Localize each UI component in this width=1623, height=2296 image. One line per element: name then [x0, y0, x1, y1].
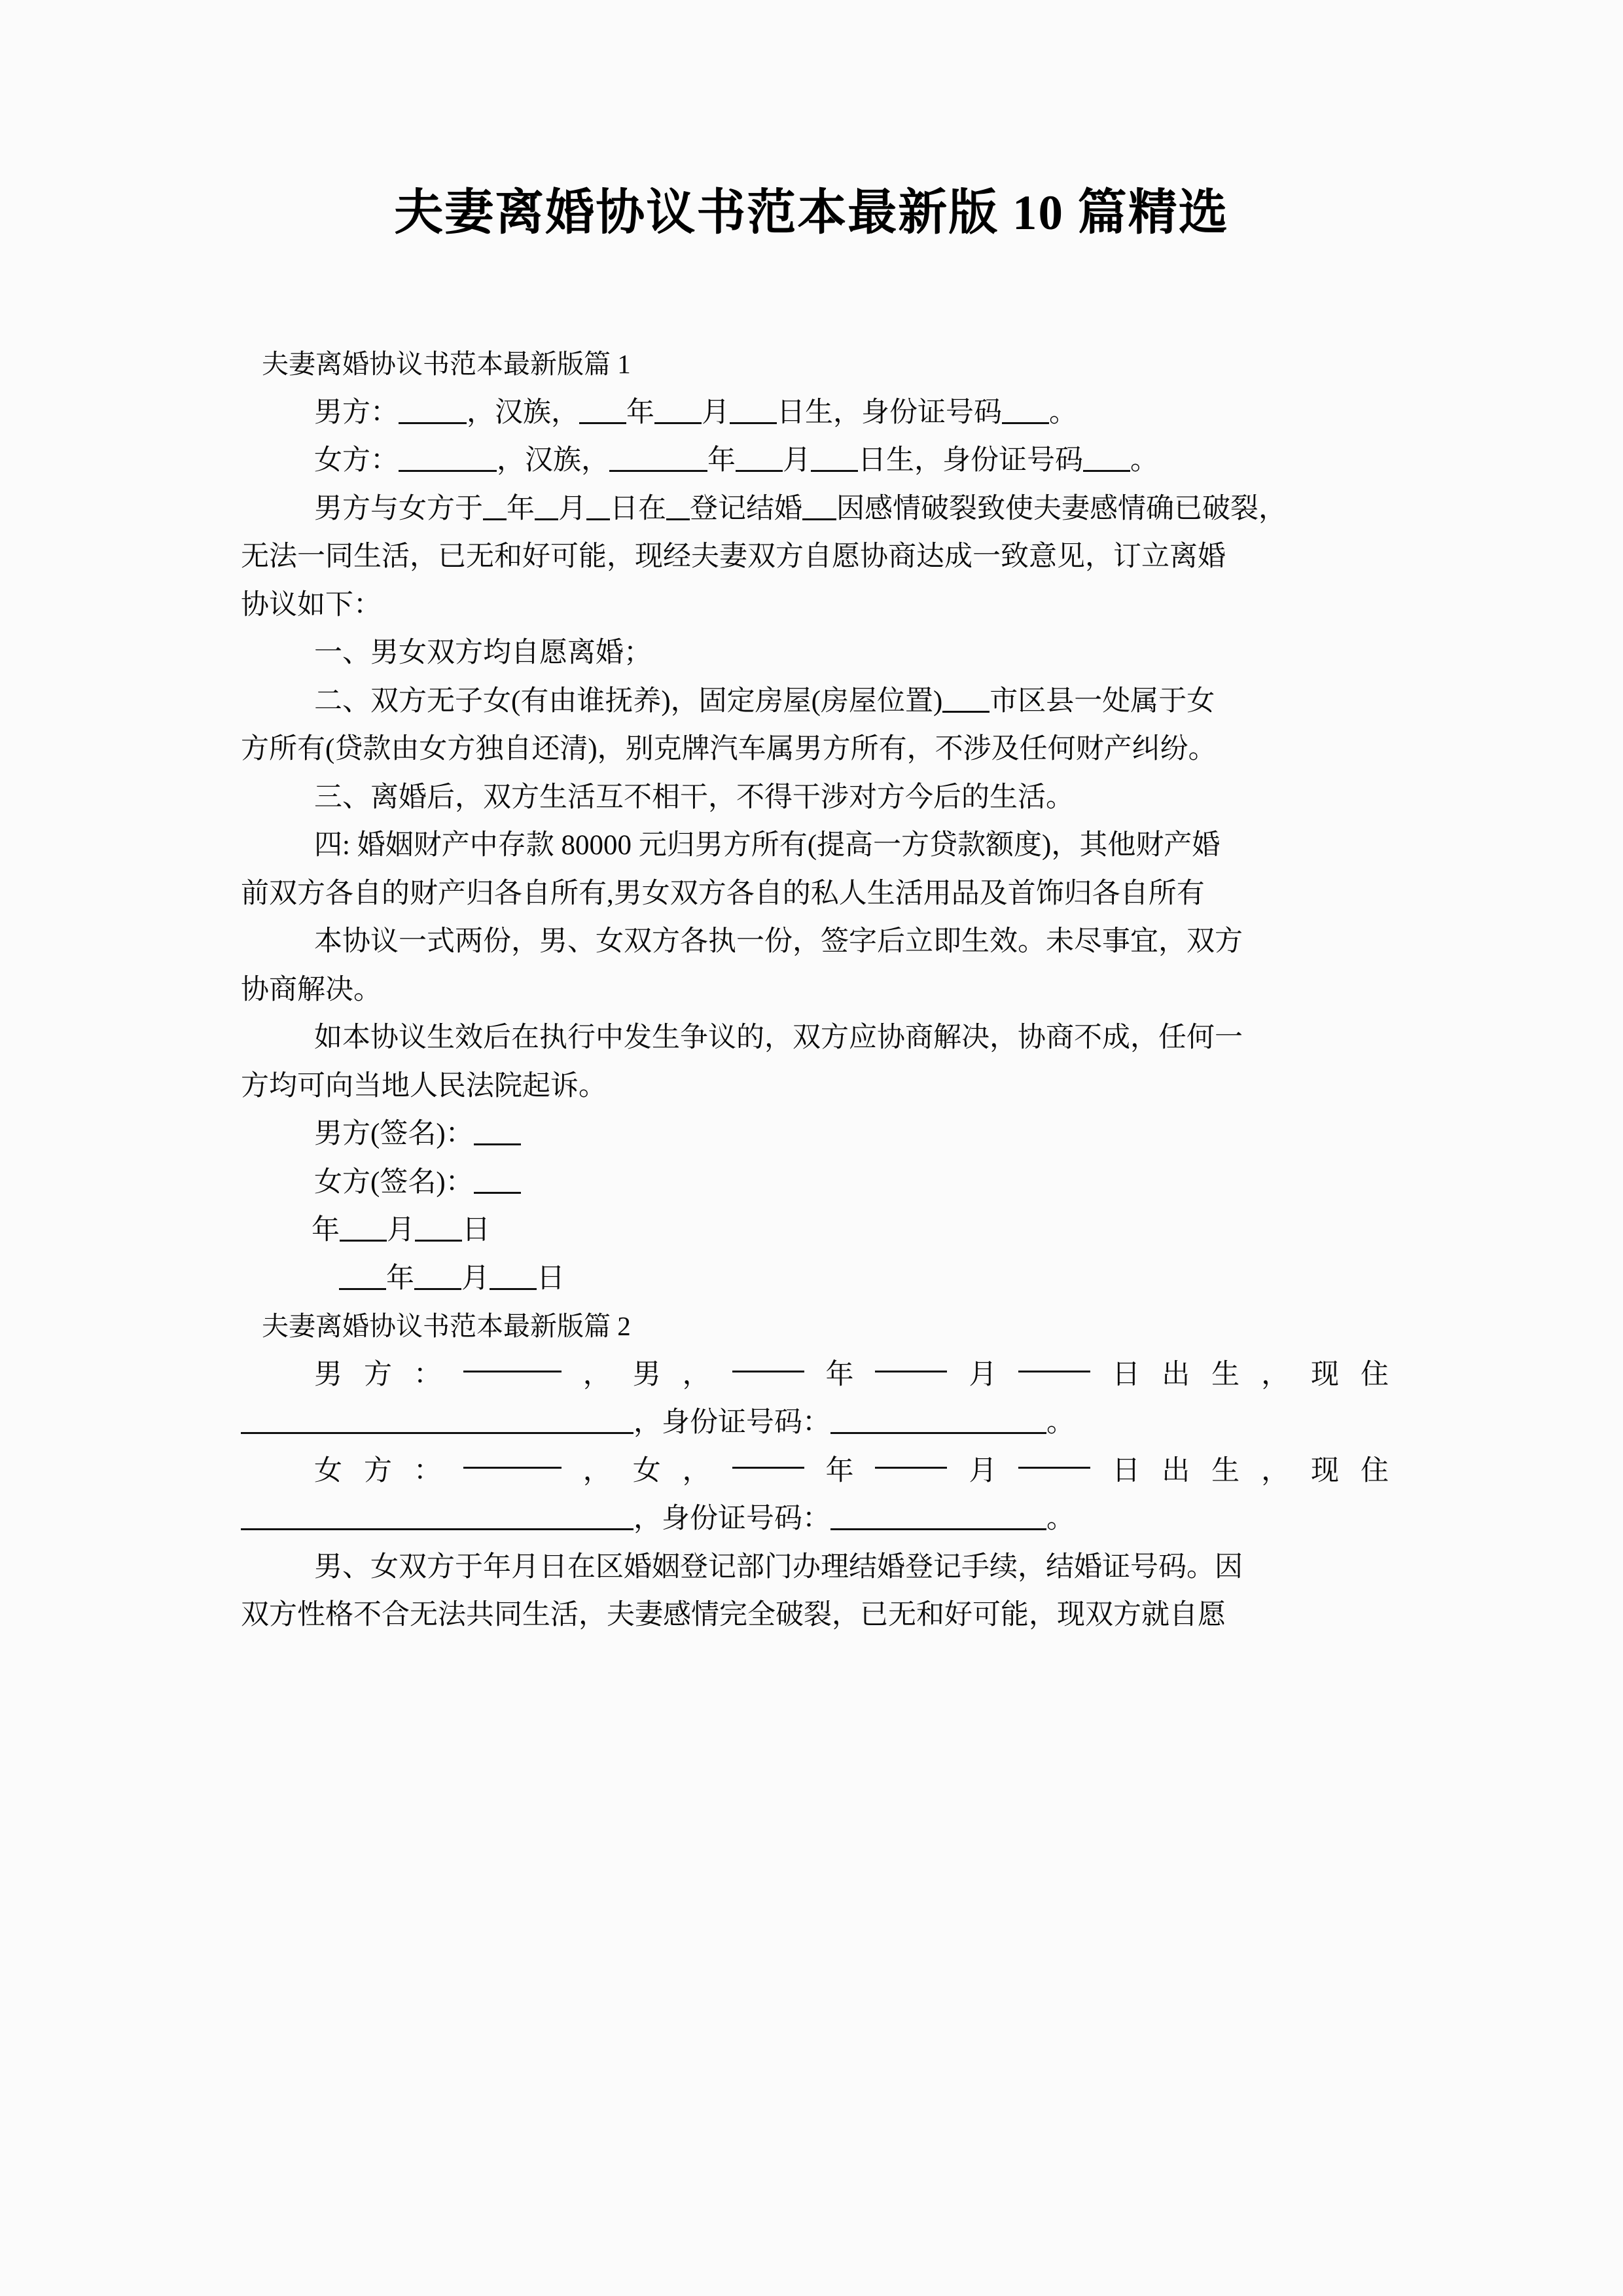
s2-female-char-6: 年 [825, 1455, 854, 1486]
male-end: 。 [1049, 397, 1077, 428]
section-1-item-3: 三、离婚后，双方生活互不相干，不得干涉对方今后的生活。 [314, 781, 1074, 813]
section-2-male-id-line [241, 1399, 1393, 1447]
s2-male-char-5: ， [682, 1359, 711, 1390]
document-body [241, 340, 1393, 1640]
s2-female-char-11: ， [1261, 1455, 1290, 1486]
male-id-blank [1002, 403, 1049, 424]
s2-male-char-11: ， [1261, 1359, 1290, 1390]
s2-female-char-3: ， [582, 1455, 611, 1486]
s2-male-char-8: 日 [1112, 1359, 1141, 1390]
marriage-place-blank [666, 499, 690, 520]
marriage-year: 年 [507, 493, 535, 524]
date1-month: 月 [387, 1215, 415, 1246]
section-1-marriage-line-1 [241, 485, 1393, 533]
s2-female-char-5: ， [682, 1455, 711, 1486]
s2-male-char-13: 住 [1360, 1359, 1389, 1390]
male-year: 年 [626, 397, 654, 428]
s2-male-id-blank [830, 1412, 1046, 1434]
section-1-marriage-line-2: 无法一同生活，已无和好可能，现经夫妻双方自愿协商达成一致意见，订立离婚 [241, 541, 1226, 572]
s2-male-char-2: ： [413, 1359, 442, 1390]
date2-month-blank [490, 1268, 537, 1290]
s2-male-day-blank [1018, 1351, 1090, 1372]
section-1-item-4-line-1: 四: 婚姻财产中存款 80000 元归男方所有(提高一方贷款额度)，其他财产婚 [314, 830, 1221, 861]
s2-female-char-2: ： [413, 1455, 442, 1486]
date2-month: 月 [461, 1263, 490, 1294]
s2-male-month-blank [875, 1351, 947, 1372]
female-day-blank [811, 450, 858, 472]
section-1-dispute-line-1: 如本协议生效后在执行中发生争议的，双方应协商解决，协商不成，任何一 [314, 1022, 1243, 1053]
male-month: 月 [702, 397, 730, 428]
section-1-heading: 夫妻离婚协议书范本最新版篇 1 [262, 349, 631, 379]
female-id-blank [1083, 450, 1130, 472]
s2-male-char-3: ， [582, 1359, 611, 1390]
male-signature-label: 男方(签名)： [314, 1119, 474, 1149]
date1-month-blank [415, 1220, 462, 1242]
date1-year: 年 [312, 1215, 340, 1246]
s2-male-year-blank [732, 1351, 804, 1372]
s2-female-id-blank [830, 1509, 1046, 1530]
s2-male-id-end: 。 [1046, 1407, 1075, 1438]
marriage-extra-blank [802, 499, 836, 520]
female-end: 。 [1130, 445, 1158, 476]
date1-day: 日 [462, 1215, 490, 1246]
date2-pre-blank [339, 1268, 386, 1290]
section-1-male-signature-line [241, 1110, 1393, 1158]
marriage-month-blank [535, 499, 558, 520]
section-2-female-id-line [241, 1495, 1393, 1543]
section-2-male-party-line [241, 1351, 1393, 1399]
s2-female-year-blank [732, 1447, 804, 1469]
marriage-text-f: 因感情破裂致使夫妻感情确已破裂， [836, 493, 1287, 524]
page-title: 夫妻离婚协议书范本最新版 10 篇精选 [394, 186, 1229, 240]
section-1-date-line-1 [241, 1206, 1393, 1255]
s2-female-day-blank [1018, 1447, 1090, 1469]
female-year: 年 [707, 445, 736, 476]
s2-female-id-label: ，身份证号码： [633, 1503, 830, 1534]
section-1-item-2-line-2: 方所有(贷款由女方独自还清)，别克牌汽车属男方所有，不涉及任何财产纠纷。 [241, 734, 1217, 764]
marriage-day-blank [586, 499, 610, 520]
s2-female-char-8: 日 [1112, 1455, 1141, 1486]
female-year-blank [609, 450, 707, 472]
s2-male-char-12: 现 [1311, 1359, 1339, 1390]
marriage-register: 登记结婚 [690, 493, 802, 524]
date2-day: 日 [537, 1263, 565, 1294]
section-1-female-party-line [241, 437, 1393, 485]
marriage-text-a: 男方与女方于 [314, 493, 483, 524]
section-1-marriage-line-3: 协议如下： [241, 589, 382, 620]
item2-text-a: 二、双方无子女(有由谁抚养)，固定房屋(房屋位置) [314, 685, 943, 717]
s2-male-char-7: 月 [969, 1359, 997, 1390]
date2-year: 年 [386, 1263, 414, 1294]
item2-text-b: 市区县一处属于女 [990, 685, 1215, 717]
s2-female-month-blank [875, 1447, 947, 1469]
female-signature-label: 女方(签名)： [314, 1166, 474, 1198]
female-month: 月 [783, 445, 811, 476]
male-name-blank [399, 403, 467, 424]
female-signature-blank [474, 1172, 521, 1194]
male-month-blank [654, 403, 702, 424]
s2-male-char-0: 男 [314, 1359, 342, 1390]
s2-female-name-blank [463, 1447, 562, 1469]
male-rest-a: ，汉族， [467, 397, 579, 428]
section-2-female-party-line [241, 1447, 1393, 1496]
date2-year-blank [414, 1268, 461, 1290]
section-1-item-4-line-2: 前双方各自的财产归各自所有,男女双方各自的私人生活用品及首饰归各自所有 [241, 878, 1205, 909]
s2-male-name-blank [463, 1351, 562, 1372]
s2-male-char-1: 方 [363, 1359, 392, 1390]
s2-female-char-13: 住 [1360, 1455, 1389, 1486]
section-1-copies-line-2: 协商解决。 [241, 974, 382, 1005]
marriage-day: 日在 [610, 493, 666, 524]
male-day-blank [730, 403, 777, 424]
section-1-dispute-line-2: 方均可向当地人民法院起诉。 [241, 1070, 607, 1102]
female-label: 女方： [314, 445, 399, 476]
s2-female-id-end: 。 [1046, 1503, 1075, 1534]
s2-male-id-label: ，身份证号码： [633, 1407, 830, 1438]
s2-male-char-10: 生 [1211, 1359, 1240, 1390]
male-signature-blank [474, 1124, 521, 1145]
section-1-item-1: 一、男女双方均自愿离婚； [314, 637, 652, 668]
date1-year-blank [340, 1220, 387, 1242]
female-rest-a: ，汉族， [497, 445, 609, 476]
male-day: 日生，身份证号码 [777, 397, 1002, 428]
section-2-heading: 夫妻离婚协议书范本最新版篇 2 [262, 1311, 631, 1341]
s2-female-char-12: 现 [1311, 1455, 1339, 1486]
male-year-blank [579, 403, 626, 424]
female-name-blank [399, 450, 497, 472]
s2-female-char-4: 女 [632, 1455, 661, 1486]
s2-female-char-10: 生 [1211, 1455, 1240, 1486]
s2-female-char-7: 月 [969, 1455, 997, 1486]
section-1-copies-line-1: 本协议一式两份，男、女双方各执一份，签字后立即生效。未尽事宜，双方 [314, 926, 1243, 957]
s2-female-char-1: 方 [363, 1455, 392, 1486]
section-1-item-2-line-1 [241, 677, 1393, 726]
marriage-year-blank [483, 499, 507, 520]
section-2-paragraph-line-1: 男、女双方于年月日在区婚姻登记部门办理结婚登记手续，结婚证号码。因 [314, 1551, 1243, 1583]
section-2-paragraph-line-2: 双方性格不合无法共同生活，夫妻感情完全破裂，已无和好可能，现双方就自愿 [241, 1600, 1226, 1630]
female-day: 日生，身份证号码 [858, 445, 1083, 476]
section-1-male-party-line [241, 389, 1393, 437]
item2-location-blank [942, 691, 990, 713]
s2-male-address-blank [241, 1412, 633, 1434]
s2-male-char-4: 男 [632, 1359, 661, 1390]
female-month-blank [736, 450, 783, 472]
marriage-month: 月 [558, 493, 586, 524]
s2-female-char-0: 女 [314, 1455, 342, 1486]
s2-male-char-9: 出 [1162, 1359, 1190, 1390]
section-1-date-line-2 [241, 1255, 1393, 1303]
section-1-female-signature-line [241, 1158, 1393, 1207]
s2-female-address-blank [241, 1509, 633, 1530]
s2-male-char-6: 年 [825, 1359, 854, 1390]
male-label: 男方： [314, 397, 399, 428]
s2-female-char-9: 出 [1162, 1455, 1190, 1486]
